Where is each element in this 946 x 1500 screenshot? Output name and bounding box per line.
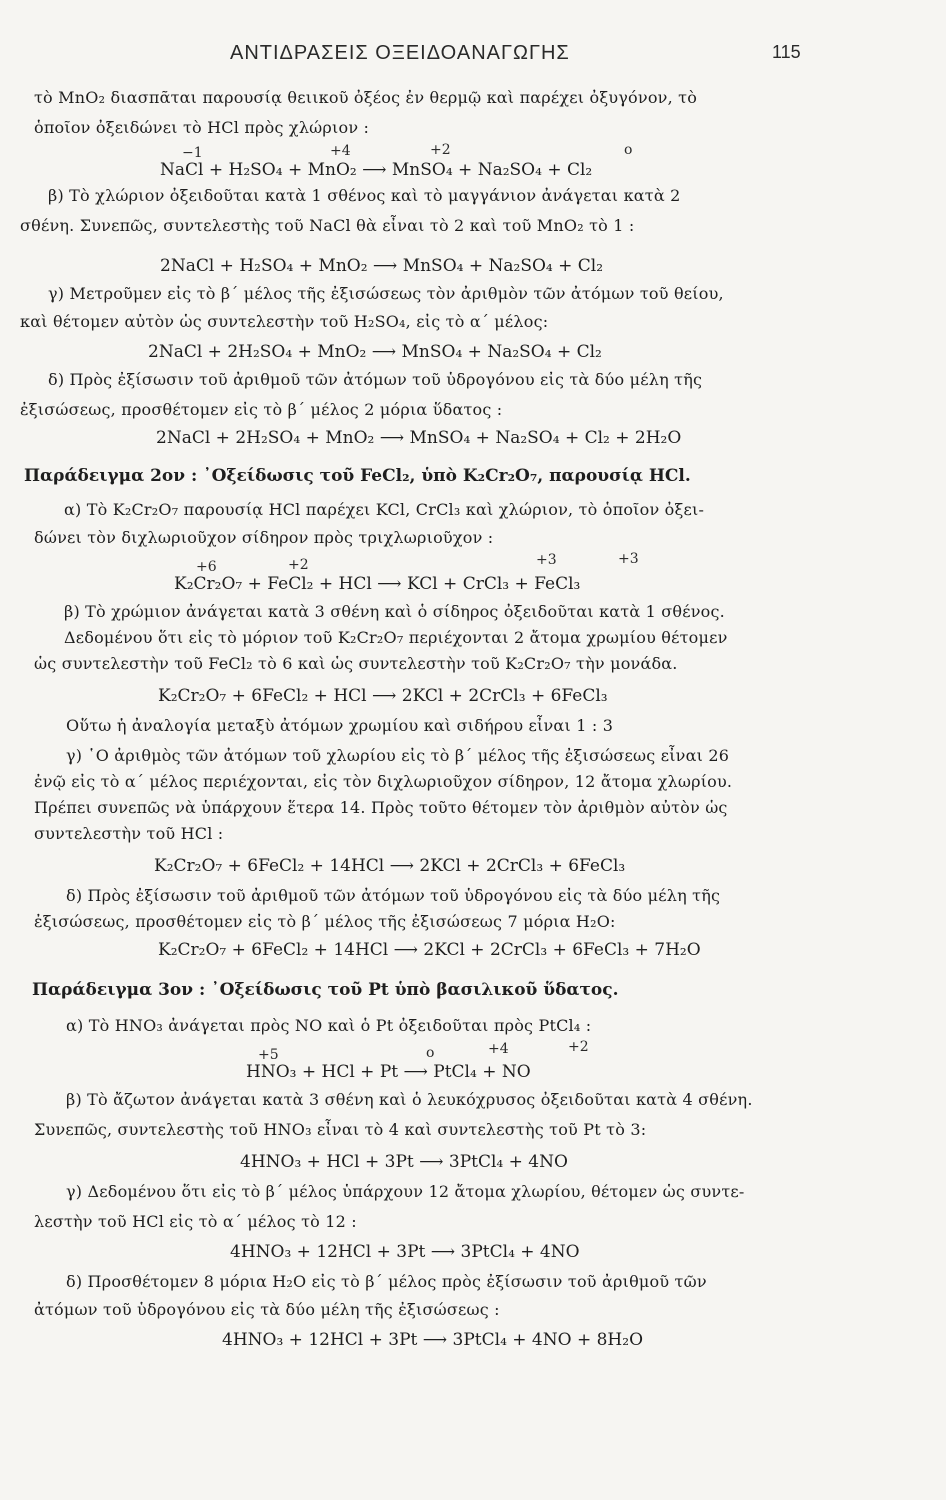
text-line: ἐξισώσεως, προσθέτομεν εἰς τὸ β΄ μέλος τῆς ἐξισώσεως 7 μόρια H₂O: bbox=[34, 912, 616, 931]
example-heading: Παράδειγμα 3ον : ᾿Οξείδωσις τοῦ Pt ὑπὸ βασιλικοῦ ὕδατος. bbox=[32, 980, 619, 1000]
text-line: β) Τὸ ἄζωτον ἀνάγεται κατὰ 3 σθένη καὶ ὁ λευκόχρυσος ὀξειδοῦται κατὰ 4 σθένη. bbox=[66, 1090, 753, 1109]
chemical-equation: K₂Cr₂O₇ + 6FeCl₂ + 14HCl ⟶ 2KCl + 2CrCl₃ + 6FeCl₃ bbox=[154, 856, 626, 876]
text-line: δ) Προσθέτομεν 8 μόρια H₂O εἰς τὸ β΄ μέλος πρὸς ἐξίσωσιν τοῦ ἀριθμοῦ τῶν bbox=[66, 1272, 707, 1291]
example-heading: Παράδειγμα 2ον : ᾿Οξείδωσις τοῦ FeCl₂, ὑπὸ K₂Cr₂O₇, παρουσίᾳ HCl. bbox=[24, 466, 691, 486]
text-line: συντελεστὴν τοῦ HCl : bbox=[34, 824, 224, 843]
chemical-equation: K₂Cr₂O₇ + 6FeCl₂ + HCl ⟶ 2KCl + 2CrCl₃ + 6FeCl₃ bbox=[158, 686, 608, 706]
text-line: ἐξισώσεως, προσθέτομεν εἰς τὸ β΄ μέλος 2 μόρια ὕδατος : bbox=[20, 400, 503, 419]
chemical-equation: 4HNO₃ + HCl + 3Pt ⟶ 3PtCl₄ + 4NO bbox=[240, 1152, 568, 1172]
oxidation-number: +4 bbox=[488, 1041, 509, 1057]
oxidation-number: +6 bbox=[196, 559, 217, 575]
oxidation-number: +3 bbox=[536, 552, 557, 568]
text-line: σθένη. Συνεπῶς, συντελεστὴς τοῦ NaCl θὰ εἶναι τὸ 2 καὶ τοῦ MnO₂ τὸ 1 : bbox=[20, 216, 635, 235]
text-line: Πρέπει συνεπῶς νὰ ὑπάρχουν ἕτερα 14. Πρὸς τοῦτο θέτομεν τὸν ἀριθμὸν αὐτὸν ὡς bbox=[34, 798, 728, 817]
text-line: ἐνῷ εἰς τὸ α΄ μέλος περιέχονται, εἰς τὸν διχλωριοῦχον σίδηρον, 12 ἄτομα χλωρίου. bbox=[34, 772, 733, 791]
text-line: Συνεπῶς, συντελεστὴς τοῦ HNO₃ εἶναι τὸ 4 καὶ συντελεστὴς τοῦ Pt τὸ 3: bbox=[34, 1120, 647, 1139]
chemical-equation: K₂Cr₂O₇ + FeCl₂ + HCl ⟶ KCl + CrCl₃ + FeCl₃ bbox=[174, 574, 581, 594]
oxidation-number: +5 bbox=[258, 1047, 279, 1063]
chemical-equation: 4HNO₃ + 12HCl + 3Pt ⟶ 3PtCl₄ + 4NO bbox=[230, 1242, 580, 1262]
text-line: γ) ῾Ο ἀριθμὸς τῶν ἀτόμων τοῦ χλωρίου εἰς τὸ β΄ μέλος τῆς ἐξισώσεως εἶναι 26 bbox=[66, 746, 730, 765]
chemical-equation: NaCl + H₂SO₄ + MnO₂ ⟶ MnSO₄ + Na₂SO₄ + Cl₂ bbox=[160, 160, 593, 180]
text-line: λεστὴν τοῦ HCl εἰς τὸ α΄ μέλος τὸ 12 : bbox=[34, 1212, 357, 1231]
text-line: γ) Μετροῦμεν εἰς τὸ β΄ μέλος τῆς ἐξισώσεως τὸν ἀριθμὸν τῶν ἀτόμων τοῦ θείου, bbox=[48, 284, 724, 303]
chemical-equation: 2NaCl + 2H₂SO₄ + MnO₂ ⟶ MnSO₄ + Na₂SO₄ + Cl₂ + 2H₂O bbox=[156, 428, 682, 448]
text-line: καὶ θέτομεν αὐτὸν ὡς συντελεστὴν τοῦ H₂SO₄, εἰς τὸ α΄ μέλος: bbox=[20, 312, 549, 331]
oxidation-number: o bbox=[624, 142, 633, 158]
text-line: δ) Πρὸς ἐξίσωσιν τοῦ ἀριθμοῦ τῶν ἀτόμων τοῦ ὑδρογόνου εἰς τὰ δύο μέλη τῆς bbox=[48, 370, 703, 389]
text-line: Δεδομένου ὅτι εἰς τὸ μόριον τοῦ K₂Cr₂O₇ περιέχονται 2 ἄτομα χρωμίου θέτομεν bbox=[64, 628, 728, 647]
chemical-equation: 4HNO₃ + 12HCl + 3Pt ⟶ 3PtCl₄ + 4NO + 8H₂O bbox=[222, 1330, 644, 1350]
text-line: β) Τὸ χλώριον ὀξειδοῦται κατὰ 1 σθένος καὶ τὸ μαγγάνιον ἀνάγεται κατὰ 2 bbox=[48, 186, 681, 205]
chemical-equation: HNO₃ + HCl + Pt ⟶ PtCl₄ + NO bbox=[246, 1062, 531, 1082]
text-line: α) Τὸ K₂Cr₂O₇ παρουσίᾳ HCl παρέχει KCl, CrCl₃ καὶ χλώριον, τὸ ὁποῖον ὀξει- bbox=[64, 500, 705, 519]
chemical-equation: K₂Cr₂O₇ + 6FeCl₂ + 14HCl ⟶ 2KCl + 2CrCl₃ + 6FeCl₃ + 7H₂O bbox=[158, 940, 701, 960]
text-line: δώνει τὸν διχλωριοῦχον σίδηρον πρὸς τριχλωριοῦχον : bbox=[34, 528, 494, 547]
text-line: Οὕτω ἡ ἀναλογία μεταξὺ ἀτόμων χρωμίου καὶ σιδήρου εἶναι 1 : 3 bbox=[66, 716, 614, 735]
text-line: β) Τὸ χρώμιον ἀνάγεται κατὰ 3 σθένη καὶ ὁ σίδηρος ὀξειδοῦται κατὰ 1 σθένος. bbox=[64, 602, 725, 621]
chemical-equation: 2NaCl + 2H₂SO₄ + MnO₂ ⟶ MnSO₄ + Na₂SO₄ + Cl₂ bbox=[148, 342, 602, 362]
text-line: ὁποῖον ὀξειδώνει τὸ HCl πρὸς χλώριον : bbox=[34, 118, 370, 137]
text-line: γ) Δεδομένου ὅτι εἰς τὸ β΄ μέλος ὑπάρχουν 12 ἄτομα χλωρίου, θέτομεν ὡς συντε- bbox=[66, 1182, 745, 1201]
running-header: ΑΝΤΙΔΡΑΣΕΙΣ ΟΞΕΙΔΟΑΝΑΓΩΓΗΣ bbox=[230, 42, 570, 64]
oxidation-number: +2 bbox=[430, 142, 451, 158]
oxidation-number: +4 bbox=[330, 143, 351, 159]
text-line: α) Τὸ HNO₃ ἀνάγεται πρὸς NO καὶ ὁ Pt ὀξειδοῦται πρὸς PtCl₄ : bbox=[66, 1016, 592, 1035]
text-line: τὸ MnO₂ διασπᾶται παρουσίᾳ θειικοῦ ὀξέος ἐν θερμῷ καὶ παρέχει ὀξυγόνον, τὸ bbox=[34, 88, 698, 107]
text-line: ὡς συντελεστὴν τοῦ FeCl₂ τὸ 6 καὶ ὡς συντελεστὴν τοῦ K₂Cr₂O₇ τὴν μονάδα. bbox=[34, 654, 678, 673]
oxidation-number: +2 bbox=[568, 1039, 589, 1055]
oxidation-number: −1 bbox=[182, 145, 203, 161]
oxidation-number: +3 bbox=[618, 551, 639, 567]
text-line: δ) Πρὸς ἐξίσωσιν τοῦ ἀριθμοῦ τῶν ἀτόμων τοῦ ὑδρογόνου εἰς τὰ δύο μέλη τῆς bbox=[66, 886, 721, 905]
text-line: ἀτόμων τοῦ ὑδρογόνου εἰς τὰ δύο μέλη τῆς ἐξισώσεως : bbox=[34, 1300, 500, 1319]
chemical-equation: 2NaCl + H₂SO₄ + MnO₂ ⟶ MnSO₄ + Na₂SO₄ + Cl₂ bbox=[160, 256, 604, 276]
page-number: 115 bbox=[772, 42, 801, 62]
oxidation-number: o bbox=[426, 1045, 435, 1061]
oxidation-number: +2 bbox=[288, 557, 309, 573]
